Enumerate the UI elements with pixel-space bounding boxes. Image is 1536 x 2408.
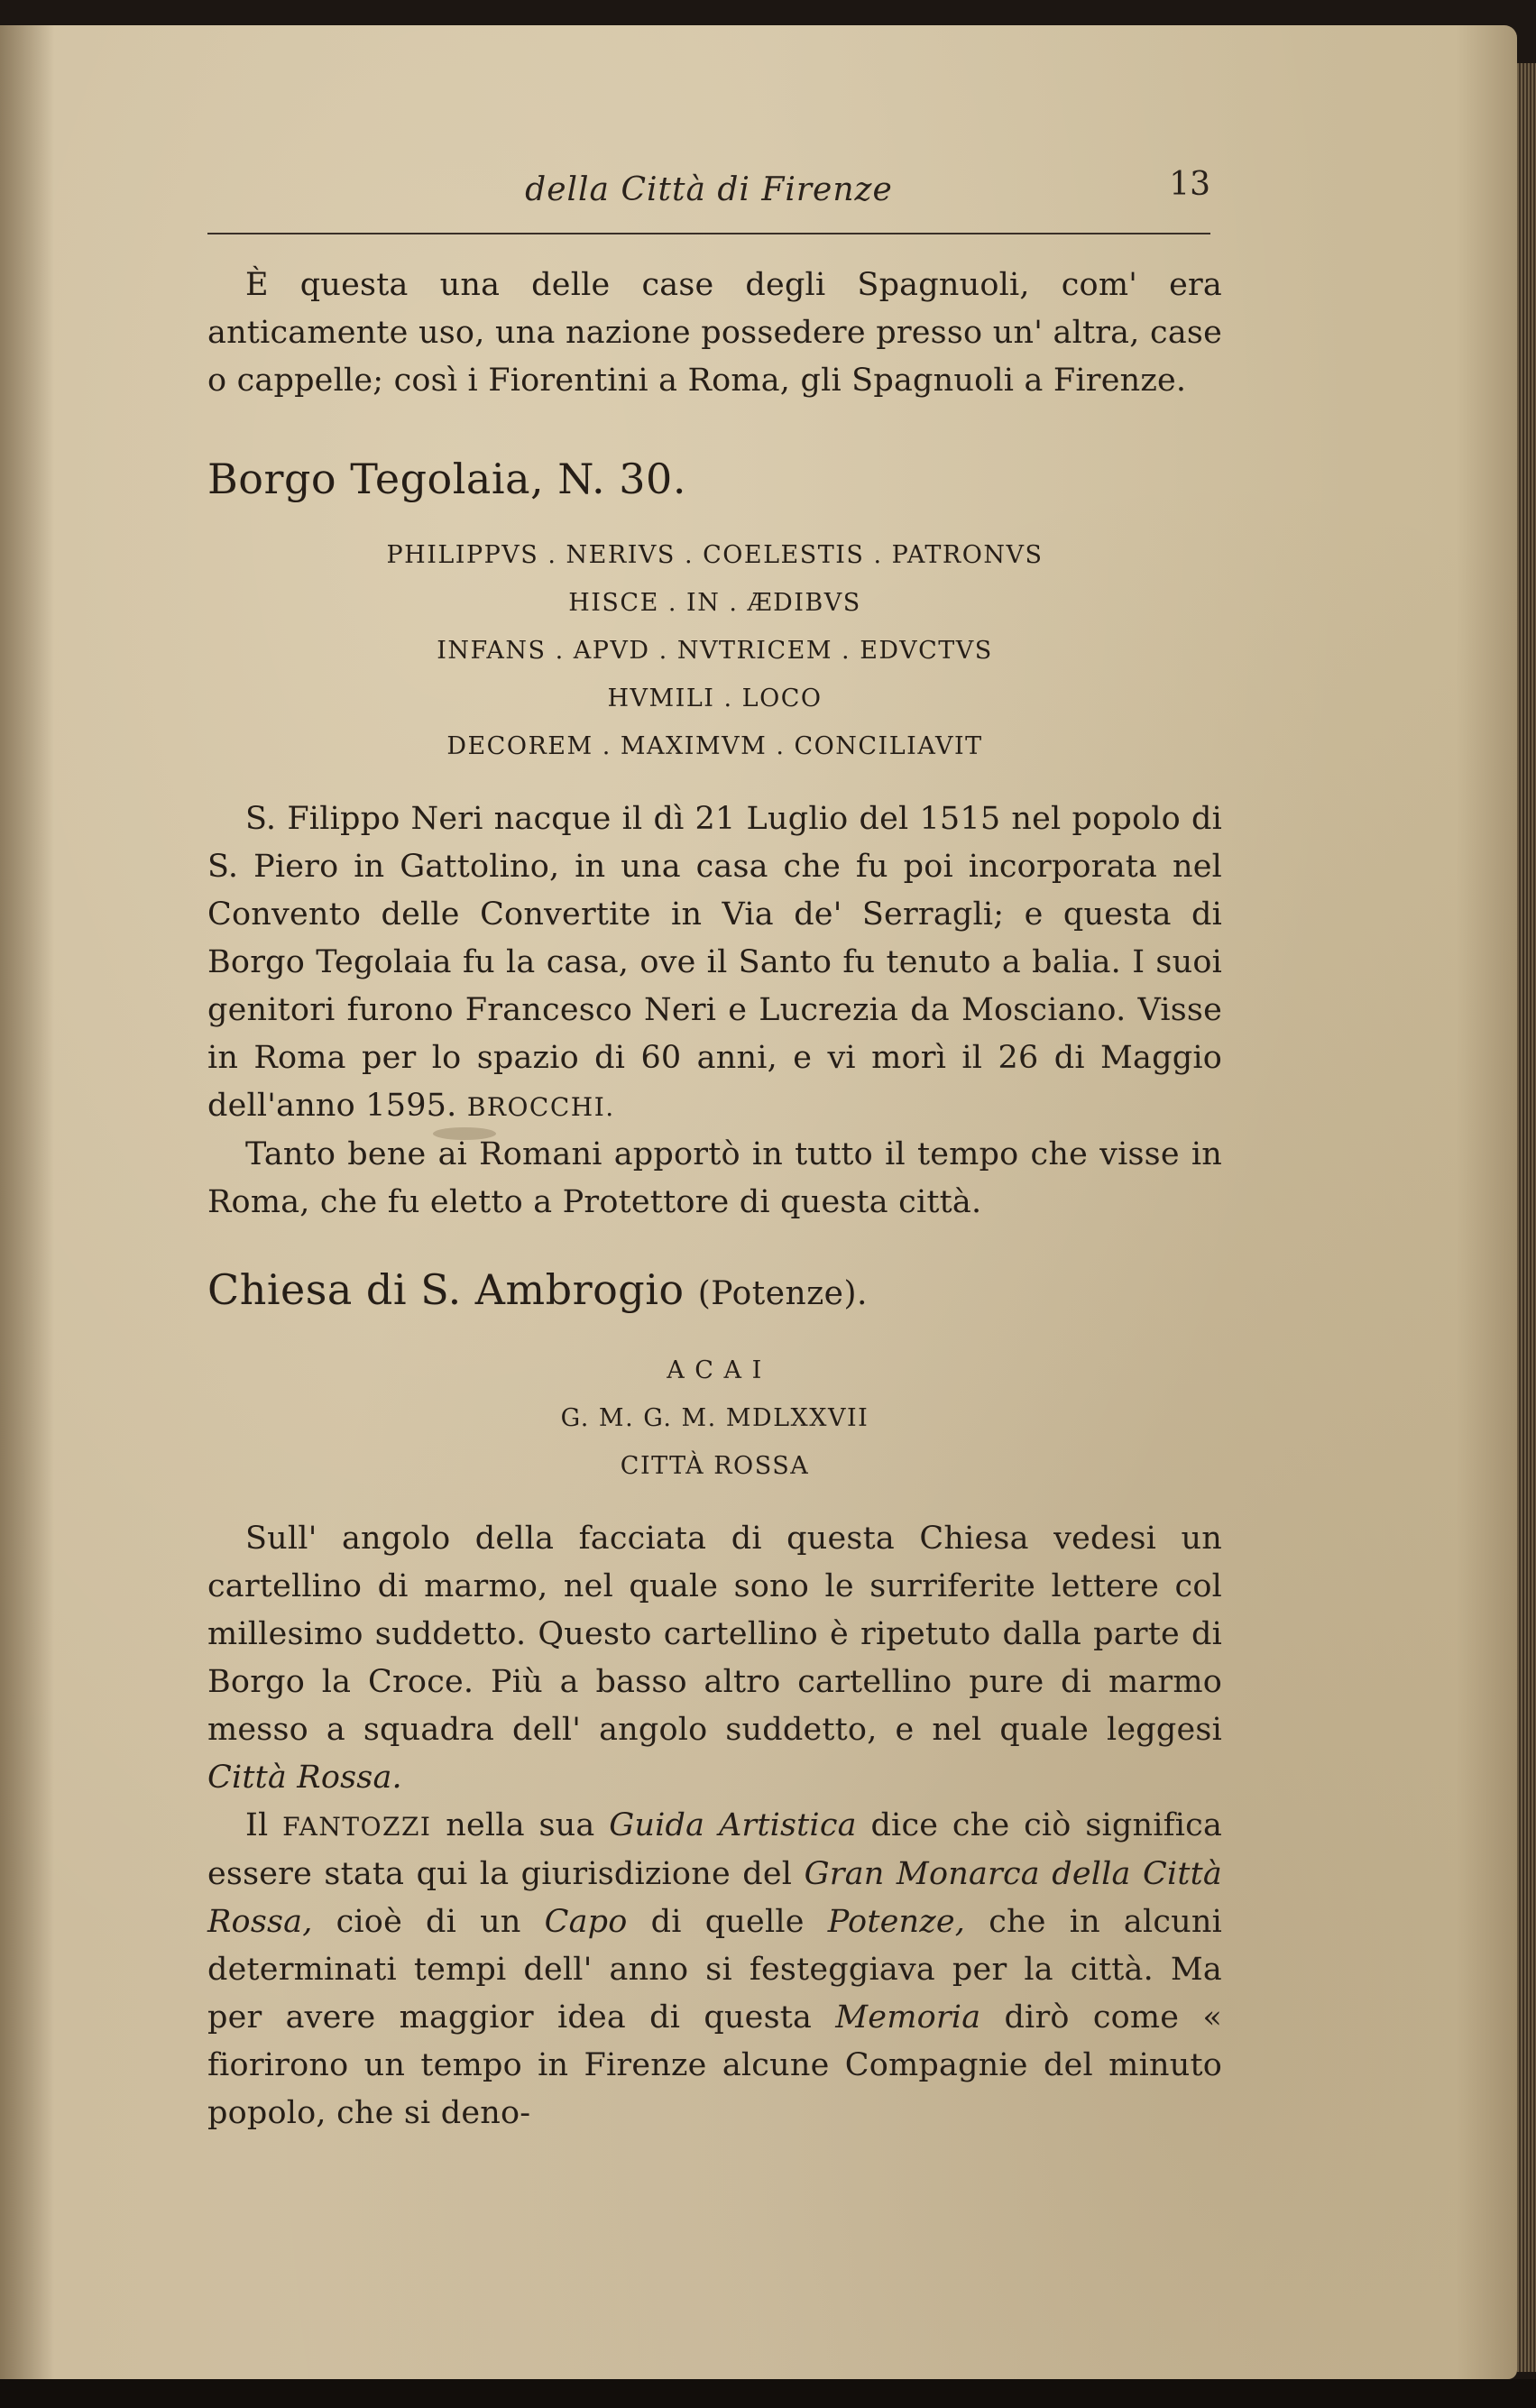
inscription-line: PHILIPPVS . NERIVS . COELESTIS . PATRONVS [386, 541, 1044, 569]
italic-text: Città Rossa. [207, 1760, 402, 1796]
paragraph-cartellino [207, 1515, 1222, 1802]
source-citation: BROCCHI. [466, 1092, 615, 1122]
inscription-line: DECOREM . MAXIMVM . CONCILIAVIT [446, 732, 983, 760]
intro-paragraph: È questa una delle case degli Spagnuoli, com' era anticamente uso, una nazione possedere presso un' altra, case o cappelle; così i Fiorentini a Roma, gli Spagnuoli a Firenze. [207, 267, 1222, 399]
page-number: 13 [1169, 166, 1210, 203]
text: dice che ciò significa essere stata qui la giurisdizione del [207, 1807, 1223, 1892]
paragraph-filippo-neri [207, 795, 1222, 1131]
page-content [207, 262, 1222, 2137]
running-title: della Città di Firenze [525, 171, 893, 208]
author-name: FANTOZZI [282, 1812, 432, 1842]
inscription-line: CITTÀ ROSSA [620, 1452, 810, 1480]
text: di quelle [650, 1904, 805, 1940]
bottom-border [0, 2379, 1536, 2408]
text: nella sua [446, 1807, 595, 1843]
italic-text: Potenze, [827, 1904, 966, 1940]
italic-text: Capo [544, 1904, 628, 1940]
inscription-line: G. M. G. M. MDLXXVII [560, 1404, 869, 1432]
paragraph-text: Sull' angolo della facciata di questa Chiesa vedesi un cartellino di marmo, nel quale sono le surriferite lettere col millesimo suddetto. Questo cartellino è ripetuto dalla parte di Borgo la Croce. Più a basso altro cartellino pure di marmo messo a squadra dell' angolo suddetto, e nel quale leggesi [207, 1521, 1222, 1748]
page-spine-shadow [0, 25, 54, 2379]
inscription-citta-rossa [207, 1346, 1222, 1490]
section-title-paren: (Potenze). [697, 1275, 868, 1312]
section-title-text: Chiesa di S. Ambrogio [207, 1265, 685, 1314]
italic-text: Gran Monarca della Città Rossa, [207, 1856, 1223, 1940]
section-title-borgo-tegolaia: Borgo Tegolaia, N. 30. [207, 455, 686, 503]
italic-text: Memoria [835, 1999, 981, 2036]
text: Il [245, 1807, 269, 1843]
page-header [207, 164, 1210, 218]
page-edge [1517, 63, 1536, 2372]
text: che in alcuni determinati tempi dell' anno si festeggiava per la città. Ma per avere maggior idea di questa [207, 1904, 1223, 2036]
inscription-filippo-neri [207, 531, 1222, 770]
italic-text: Guida Artistica [609, 1807, 857, 1843]
paragraph-fantozzi [207, 1802, 1222, 2137]
paragraph-protettore: Tanto bene ai Romani apportò in tutto il tempo che visse in Roma, che fu eletto a Protettore di questa città. [207, 1136, 1222, 1220]
inscription-line: HISCE . IN . ÆDIBVS [568, 589, 861, 617]
header-rule [207, 233, 1210, 234]
section-title-chiesa-ambrogio [207, 1263, 1222, 1321]
inscription-line: HVMILI . LOCO [607, 685, 823, 712]
text: dirò come « fiorirono un tempo in Firenze alcune Compagnie del minuto popolo, che si deno- [207, 1999, 1222, 2131]
inscription-line: INFANS . APVD . NVTRICEM . EDVCTVS [437, 637, 993, 665]
paragraph-text: S. Filippo Neri nacque il dì 21 Luglio del 1515 nel popolo di S. Piero in Gattolino, in una casa che fu poi incorporata nel Convento delle Convertite in Via de' Serragli; e questa di Borgo Tegolaia fu la casa, ove il Santo fu tenuto a balia. I suoi genitori furono Francesco Neri e Lucrezia da Mosciano. Visse in Roma per lo spazio di 60 anni, e vi morì il 26 di Maggio dell'anno 1595. [207, 801, 1222, 1124]
inscription-line: A C A I [667, 1356, 763, 1384]
text: cioè di un [336, 1904, 521, 1940]
